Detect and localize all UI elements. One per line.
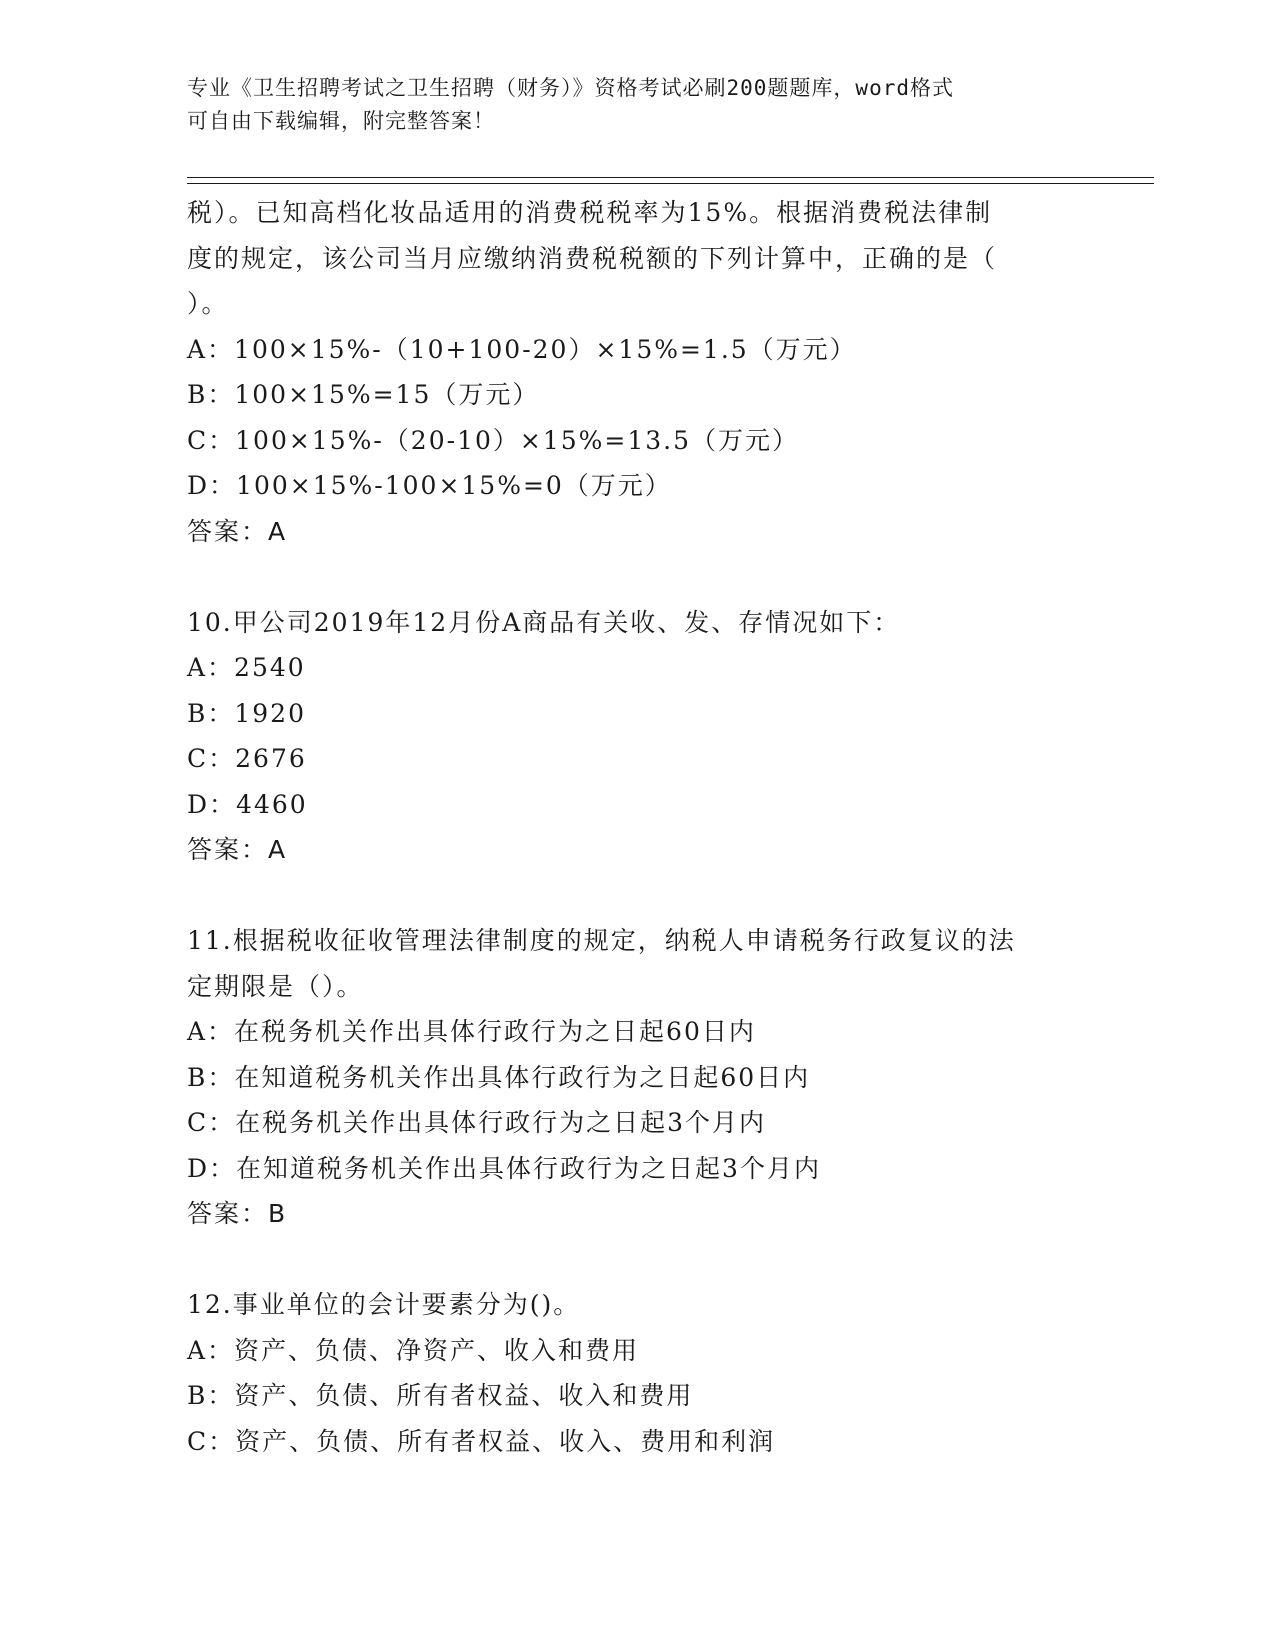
header-line-1: 专业《卫生招聘考试之卫生招聘（财务）》资格考试必刷200题题库，word格式 [187, 76, 954, 100]
question-12 [187, 1282, 1087, 1464]
option-c: C：2676 [187, 744, 307, 773]
option-b: B：在知道税务机关作出具体行政行为之日起60日内 [187, 1062, 811, 1092]
document-body [187, 190, 1087, 1464]
question-text: ）。 [187, 289, 229, 318]
question-10 [187, 600, 1087, 873]
spacer [187, 554, 1087, 600]
header-line-2: 可自由下载编辑，附完整答案！ [187, 109, 495, 133]
option-a: A：在税务机关作出具体行政行为之日起60日内 [187, 1017, 756, 1046]
option-a: A：100×15%-（10+100-20）×15%=1.5（万元） [187, 334, 857, 364]
header-rule-top [187, 177, 1154, 178]
question-text: 定期限是（）。 [187, 971, 364, 1001]
document-header [187, 72, 1067, 138]
answer-line: 答案：A [187, 835, 288, 864]
header-rule-bottom [187, 183, 1154, 184]
question-continued [187, 190, 1087, 554]
question-text: 10.甲公司2019年12月份A商品有关收、发、存情况如下： [187, 607, 901, 637]
option-d: D：100×15%-100×15%=0（万元） [187, 471, 672, 500]
option-d: D：在知道税务机关作出具体行政行为之日起3个月内 [187, 1153, 821, 1183]
question-text: 度的规定，该公司当月应缴纳消费税税额的下列计算中，正确的是（ [187, 243, 998, 273]
question-11 [187, 918, 1087, 1237]
option-c: C：在税务机关作出具体行政行为之日起3个月内 [187, 1108, 767, 1137]
question-text: 11.根据税收征收管理法律制度的规定，纳税人申请税务行政复议的法 [187, 926, 1016, 955]
answer-line: 答案：B [187, 1199, 288, 1228]
option-b: B：资产、负债、所有者权益、收入和费用 [187, 1381, 694, 1410]
question-text: 12.事业单位的会计要素分为()。 [187, 1290, 581, 1319]
answer-line: 答案：A [187, 516, 288, 546]
option-a: A：资产、负债、净资产、收入和费用 [187, 1335, 640, 1365]
option-a: A：2540 [187, 653, 306, 682]
option-b: B：100×15%=15（万元） [187, 380, 540, 409]
option-b: B：1920 [187, 698, 306, 728]
option-c: C：100×15%-（20-10）×15%=13.5（万元） [187, 425, 800, 455]
question-text: 税）。已知高档化妆品适用的消费税税率为15%。根据消费税法律制 [187, 198, 993, 227]
option-c: C：资产、负债、所有者权益、收入、费用和利润 [187, 1426, 776, 1456]
spacer [187, 873, 1087, 919]
option-d: D：4460 [187, 789, 308, 819]
spacer [187, 1237, 1087, 1283]
